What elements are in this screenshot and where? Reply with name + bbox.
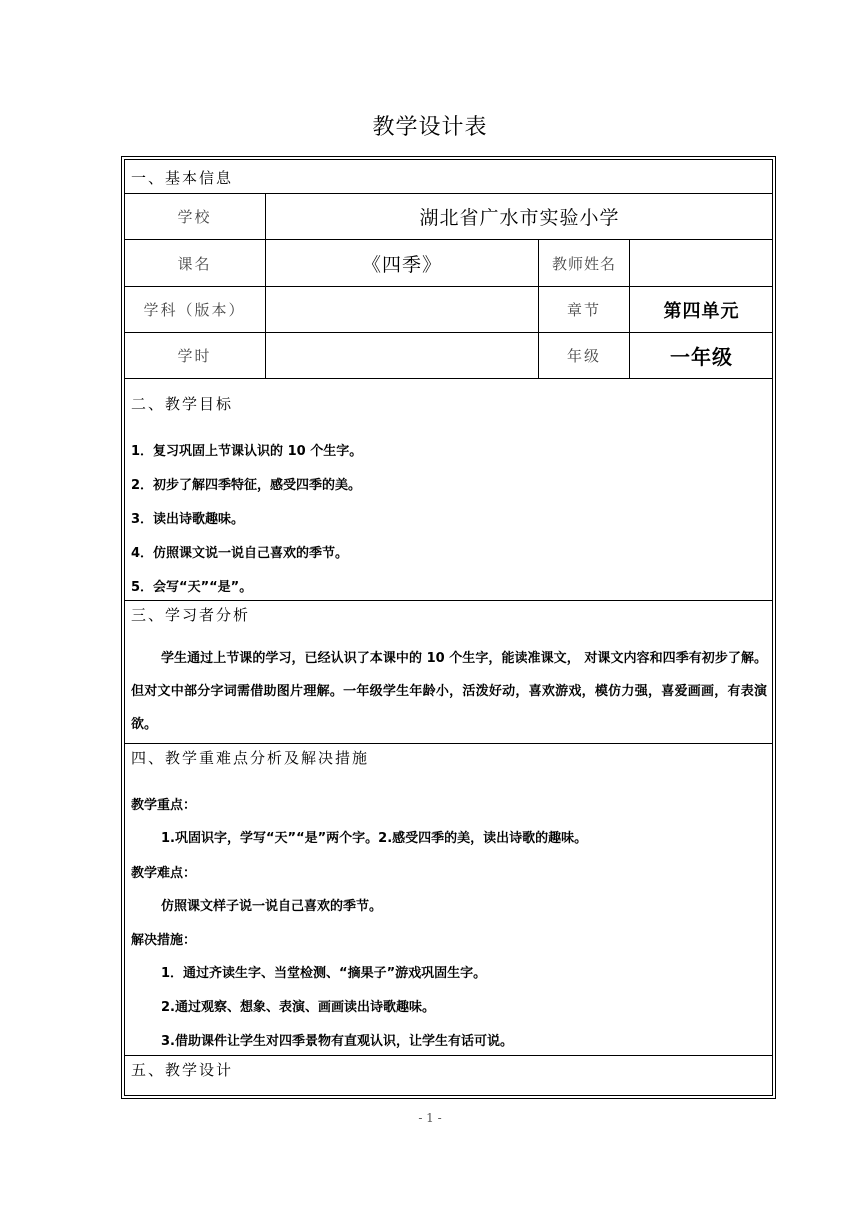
teacher-label: 教师姓名	[551, 254, 616, 273]
key-points-label: 教学重点：	[131, 798, 197, 813]
section-heading-teaching-design: 五、教学设计	[131, 1061, 234, 1079]
course-value: 《四季》	[361, 253, 442, 276]
difficulty-label: 教学难点：	[131, 866, 197, 881]
grade-label: 年级	[566, 347, 601, 365]
goal-item: 5．会写“天”“是”。	[131, 580, 253, 595]
difficulty-text: 仿照课文样子说一说自己喜欢的季节。	[161, 899, 383, 914]
goal-item: 4．仿照课文说一说自己喜欢的季节。	[131, 546, 349, 561]
measures-label: 解决措施：	[131, 933, 197, 948]
divider	[124, 378, 773, 379]
goal-item: 3．读出诗歌趣味。	[131, 512, 245, 527]
subject-label: 学科（版本）	[143, 301, 246, 319]
school-label: 学校	[177, 208, 212, 226]
measure-item: 1．通过齐读生字、当堂检测、“摘果子”游戏巩固生字。	[161, 966, 487, 981]
school-value: 湖北省广水市实验小学	[419, 207, 620, 229]
page-number: - 1 -	[418, 1111, 442, 1125]
grade-value: 一年级	[670, 345, 733, 369]
section-heading-key-points: 四、教学重难点分析及解决措施	[131, 749, 370, 767]
divider	[124, 1055, 773, 1056]
divider	[124, 600, 773, 601]
teacher-value	[630, 240, 773, 286]
subject-value	[266, 287, 538, 332]
measure-item: 3.借助课件让学生对四季景物有直观认识，让学生有话可说。	[161, 1034, 513, 1049]
course-label: 课名	[177, 254, 212, 273]
section-heading-teaching-goals: 二、教学目标	[131, 395, 234, 413]
section-heading-basic-info: 一、基本信息	[131, 169, 234, 187]
learner-analysis-text: 学生通过上节课的学习，已经认识了本课中的 10 个生字，能读准课文， 对课文内容和四季有初步了解。但对文中部分字词需借助图片理解。一年级学生年龄小，活泼好动，喜欢游戏，模仿力强，喜爱画画，有表演欲。	[131, 651, 767, 732]
measure-item: 2.通过观察、想象、表演、画画读出诗歌趣味。	[161, 1000, 435, 1015]
chapter-value: 第四单元	[663, 300, 740, 322]
hours-value	[266, 333, 538, 378]
section-heading-learner-analysis: 三、学习者分析	[131, 606, 251, 624]
goal-item: 1．复习巩固上节课认识的 10 个生字。	[131, 444, 363, 459]
chapter-label: 章节	[566, 301, 601, 319]
hours-label: 学时	[177, 347, 212, 365]
document-title: 教学设计表	[372, 115, 488, 140]
key-points-text: 1.巩固识字，学写“天”“是”两个字。2.感受四季的美，读出诗歌的趣味。	[161, 831, 588, 846]
divider	[124, 743, 773, 744]
goal-item: 2．初步了解四季特征，感受四季的美。	[131, 478, 362, 493]
